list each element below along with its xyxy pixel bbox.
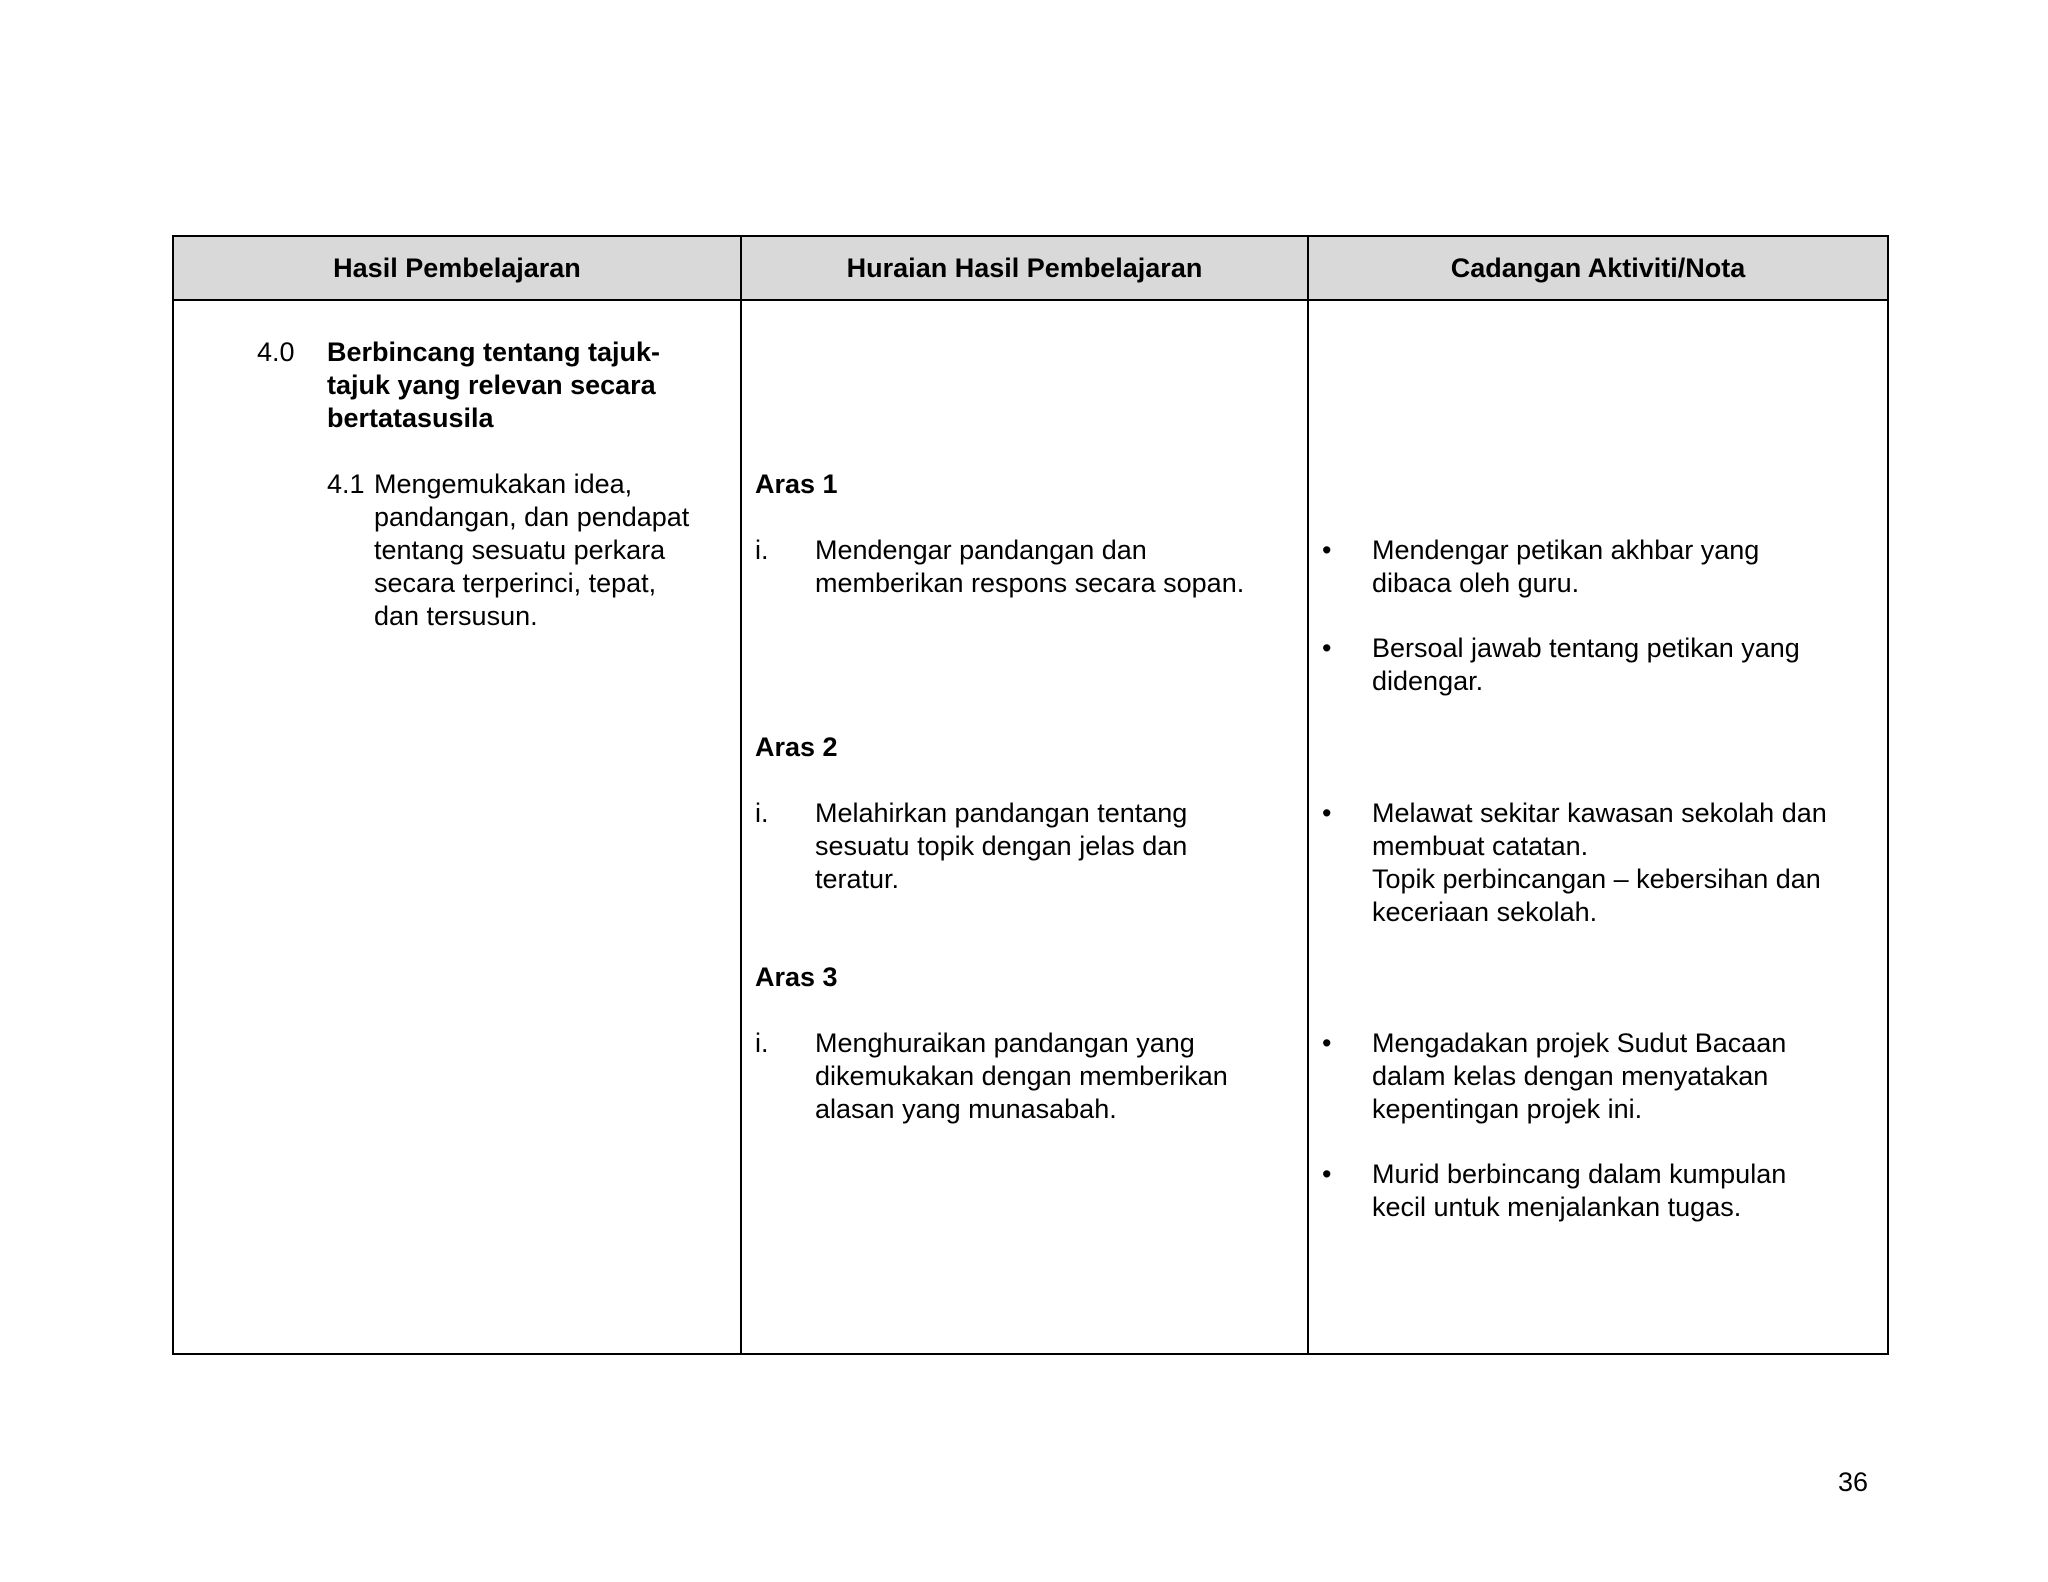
level-heading-aras-1: Aras 1 — [755, 469, 838, 499]
bullet-icon: • — [1322, 1159, 1332, 1189]
activity-line: Mendengar petikan akhbar yang — [1372, 535, 1760, 565]
level-heading-aras-2: Aras 2 — [755, 732, 838, 762]
page-number: 36 — [1838, 1467, 1869, 1497]
level-item-line: dikemukakan dengan memberikan — [815, 1061, 1228, 1091]
level-item-line: Mendengar pandangan dan — [815, 535, 1147, 565]
sub-outcome-line: secara terperinci, tepat, — [374, 568, 657, 598]
activity-line: keceriaan sekolah. — [1372, 897, 1598, 927]
activity-line: Melawat sekitar kawasan sekolah dan — [1372, 798, 1827, 828]
bullet-icon: • — [1322, 633, 1332, 663]
activity-line: kepentingan projek ini. — [1372, 1094, 1643, 1124]
level-item-line: Melahirkan pandangan tentang — [815, 798, 1188, 828]
bullet-icon: • — [1322, 1028, 1332, 1058]
activity-line: kecil untuk menjalankan tugas. — [1372, 1192, 1742, 1222]
activity-line: didengar. — [1372, 666, 1484, 696]
level-item-line: memberikan respons secara sopan. — [815, 568, 1245, 598]
sub-outcome-line: dan tersusun. — [374, 601, 538, 631]
activity-line: dibaca oleh guru. — [1372, 568, 1580, 598]
level-item-number: i. — [755, 798, 769, 828]
sub-outcome-line: pandangan, dan pendapat — [374, 502, 690, 532]
activity-line: membuat catatan. — [1372, 831, 1589, 861]
level-item-line: sesuatu topik dengan jelas dan — [815, 831, 1188, 861]
learning-outcome-title-line: tajuk yang relevan secara — [327, 370, 656, 400]
header-hasil-pembelajaran: Hasil Pembelajaran — [333, 253, 581, 283]
level-item-line: Menghuraikan pandangan yang — [815, 1028, 1195, 1058]
level-item-number: i. — [755, 1028, 769, 1058]
bullet-icon: • — [1322, 535, 1332, 565]
sub-outcome-number: 4.1 — [327, 469, 365, 499]
sub-outcome-line: tentang sesuatu perkara — [374, 535, 666, 565]
level-item-line: alasan yang munasabah. — [815, 1094, 1117, 1124]
table-border-right — [1887, 235, 1889, 1355]
activity-line: Bersoal jawab tentang petikan yang — [1372, 633, 1800, 663]
learning-outcome-title-line: bertatasusila — [327, 403, 494, 433]
header-cadangan-aktiviti: Cadangan Aktiviti/Nota — [1450, 253, 1746, 283]
learning-outcome-title-line: Berbincang tentang tajuk- — [327, 337, 661, 367]
bullet-icon: • — [1322, 798, 1332, 828]
table-border-bottom — [173, 1353, 1889, 1355]
table-column-divider-1 — [740, 235, 742, 1355]
level-item-number: i. — [755, 535, 769, 565]
activity-line: Topik perbincangan – kebersihan dan — [1372, 864, 1821, 894]
table-border-left — [172, 235, 174, 1355]
activity-line: Murid berbincang dalam kumpulan — [1372, 1159, 1787, 1189]
activity-line: Mengadakan projek Sudut Bacaan — [1372, 1028, 1787, 1058]
level-heading-aras-3: Aras 3 — [755, 962, 838, 992]
sub-outcome-line: Mengemukakan idea, — [374, 469, 633, 499]
level-item-line: teratur. — [815, 864, 900, 894]
activity-line: dalam kelas dengan menyatakan — [1372, 1061, 1769, 1091]
table-column-divider-2 — [1307, 235, 1309, 1355]
learning-outcome-number: 4.0 — [257, 337, 295, 367]
header-huraian-hasil-pembelajaran: Huraian Hasil Pembelajaran — [846, 253, 1203, 283]
